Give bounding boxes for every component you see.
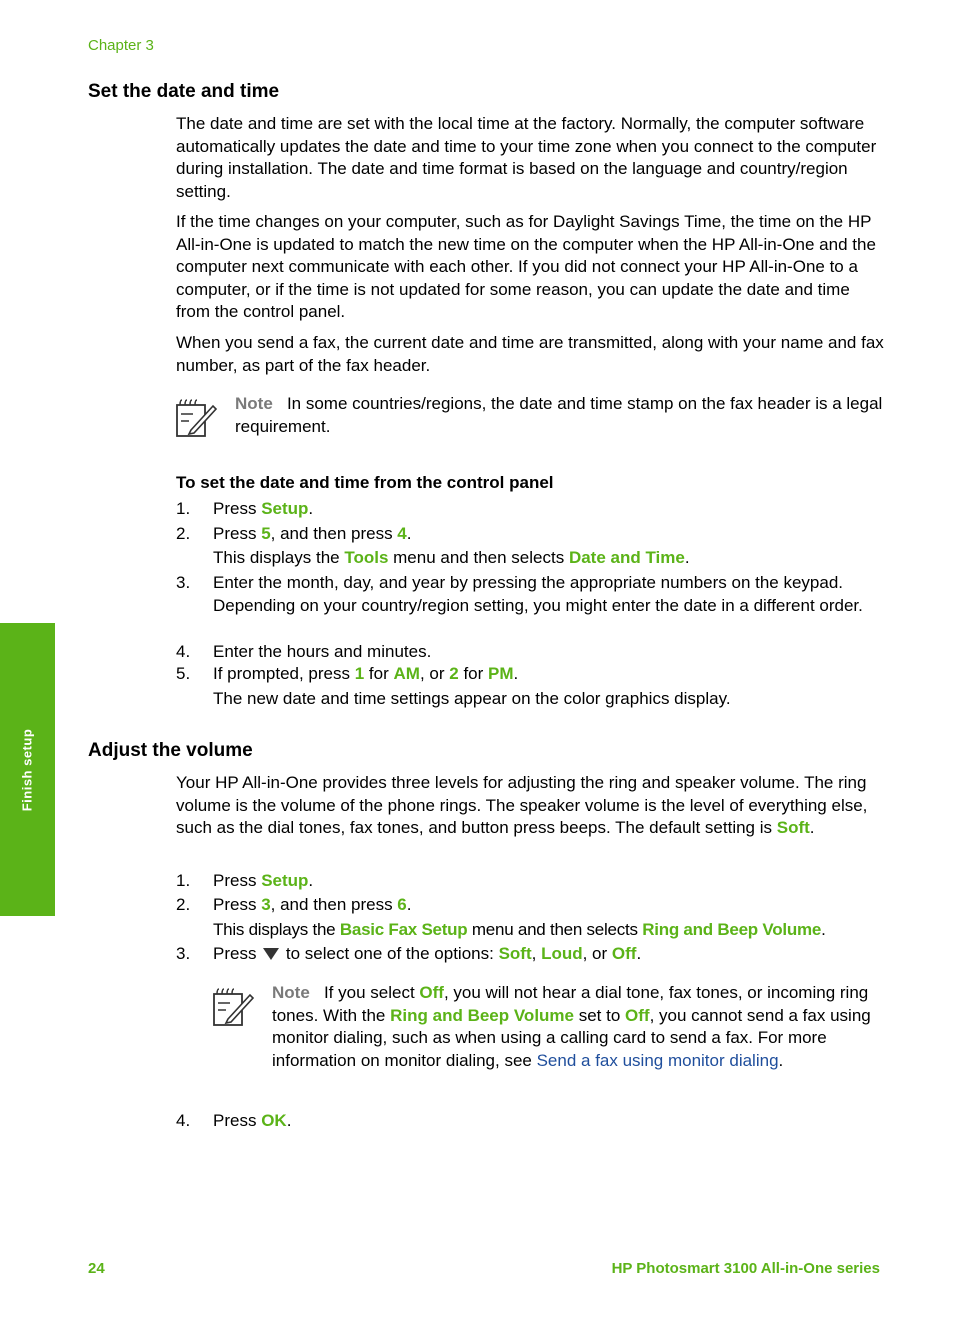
note-pad-icon <box>212 985 254 1027</box>
step-2: Press 5, and then press 4. <box>213 524 412 543</box>
step-5: If prompted, press 1 for AM, or 2 for PM. <box>213 664 519 683</box>
step-number: 4. <box>176 642 191 661</box>
step-number: 5. <box>176 664 191 683</box>
paragraph: The date and time are set with the local time at the factory. Normally, the computer software automatically updates the date and time to your time zone when you connect to the computer during installation. The date and time format is based on the language and country/region setting. <box>176 114 877 201</box>
step-5-detail: The new date and time settings appear on the color graphics display. <box>213 689 731 708</box>
down-arrow-icon <box>263 948 279 960</box>
step-number: 2. <box>176 895 191 914</box>
step-4: Enter the hours and minutes. <box>213 642 432 661</box>
step-number: 1. <box>176 499 191 518</box>
step-2-detail: This displays the Basic Fax Setup menu and then selects Ring and Beep Volume. <box>213 920 826 939</box>
monitor-dialing-link[interactable]: Send a fax using monitor dialing <box>536 1050 779 1070</box>
paragraph: When you send a fax, the current date and time are transmitted, along with your name and fax number, as part of the fax header. <box>176 333 884 375</box>
procedure-title: To set the date and time from the control panel <box>176 473 554 492</box>
step-1: Press Setup. <box>213 871 314 890</box>
paragraph: Your HP All-in-One provides three levels for adjusting the ring and speaker volume. The ring volume is the volume of the phone rings. The speaker volume is the level of everything else, such as the dial tones, fax tones, and button press beeps. The default setting is Soft. <box>176 773 868 837</box>
step-number: 3. <box>176 573 191 592</box>
step-number: 4. <box>176 1111 191 1130</box>
step-3: Press to select one of the options: Soft, Loud, or Off. <box>213 944 642 963</box>
section-title-volume: Adjust the volume <box>88 740 253 761</box>
paragraph: If the time changes on your computer, such as for Daylight Savings Time, the time on the HP All-in-One is updated to match the new time on the computer when the HP All-in-One and the computer next communicate with each other. If you did not connect your HP All-in-One to a computer, or if the time is not updated for some reason, you can update the date and time from the control panel. <box>176 212 876 321</box>
side-tab-label: Finish setup <box>19 728 35 812</box>
note-text: In some countries/regions, the date and time stamp on the fax header is a legal requirement. <box>235 394 883 436</box>
page-number: 24 <box>88 1260 105 1277</box>
chapter-header: Chapter 3 <box>88 37 154 54</box>
section-title-date-time: Set the date and time <box>88 81 280 102</box>
note-label: Note <box>272 983 310 1002</box>
footer-title: HP Photosmart 3100 All-in-One series <box>611 1260 880 1277</box>
step-number: 2. <box>176 524 191 543</box>
step-2: Press 3, and then press 6. <box>213 895 412 914</box>
note <box>235 393 885 438</box>
step-4: Press OK. <box>213 1111 292 1130</box>
step-1: Press Setup. <box>213 499 314 518</box>
step-3: Enter the month, day, and year by pressing the appropriate numbers on the keypad. Depending on your country/region setting, you might enter the date in a different order. <box>213 573 863 615</box>
note-pad-icon <box>175 396 217 438</box>
note-label: Note <box>235 394 273 413</box>
step-number: 3. <box>176 944 191 963</box>
step-2-detail: This displays the Tools menu and then selects Date and Time. <box>213 548 690 567</box>
step-number: 1. <box>176 871 191 890</box>
note: Note If you select Off, you will not hear a dial tone, fax tones, or incoming ring tones. With the Ring and Beep Volume set to Off, you cannot send a fax using monitor dialing, such as when using a calling card to send a fax. For more information on monitor dialing, see Send a fax using monitor dialing. <box>272 983 871 1070</box>
